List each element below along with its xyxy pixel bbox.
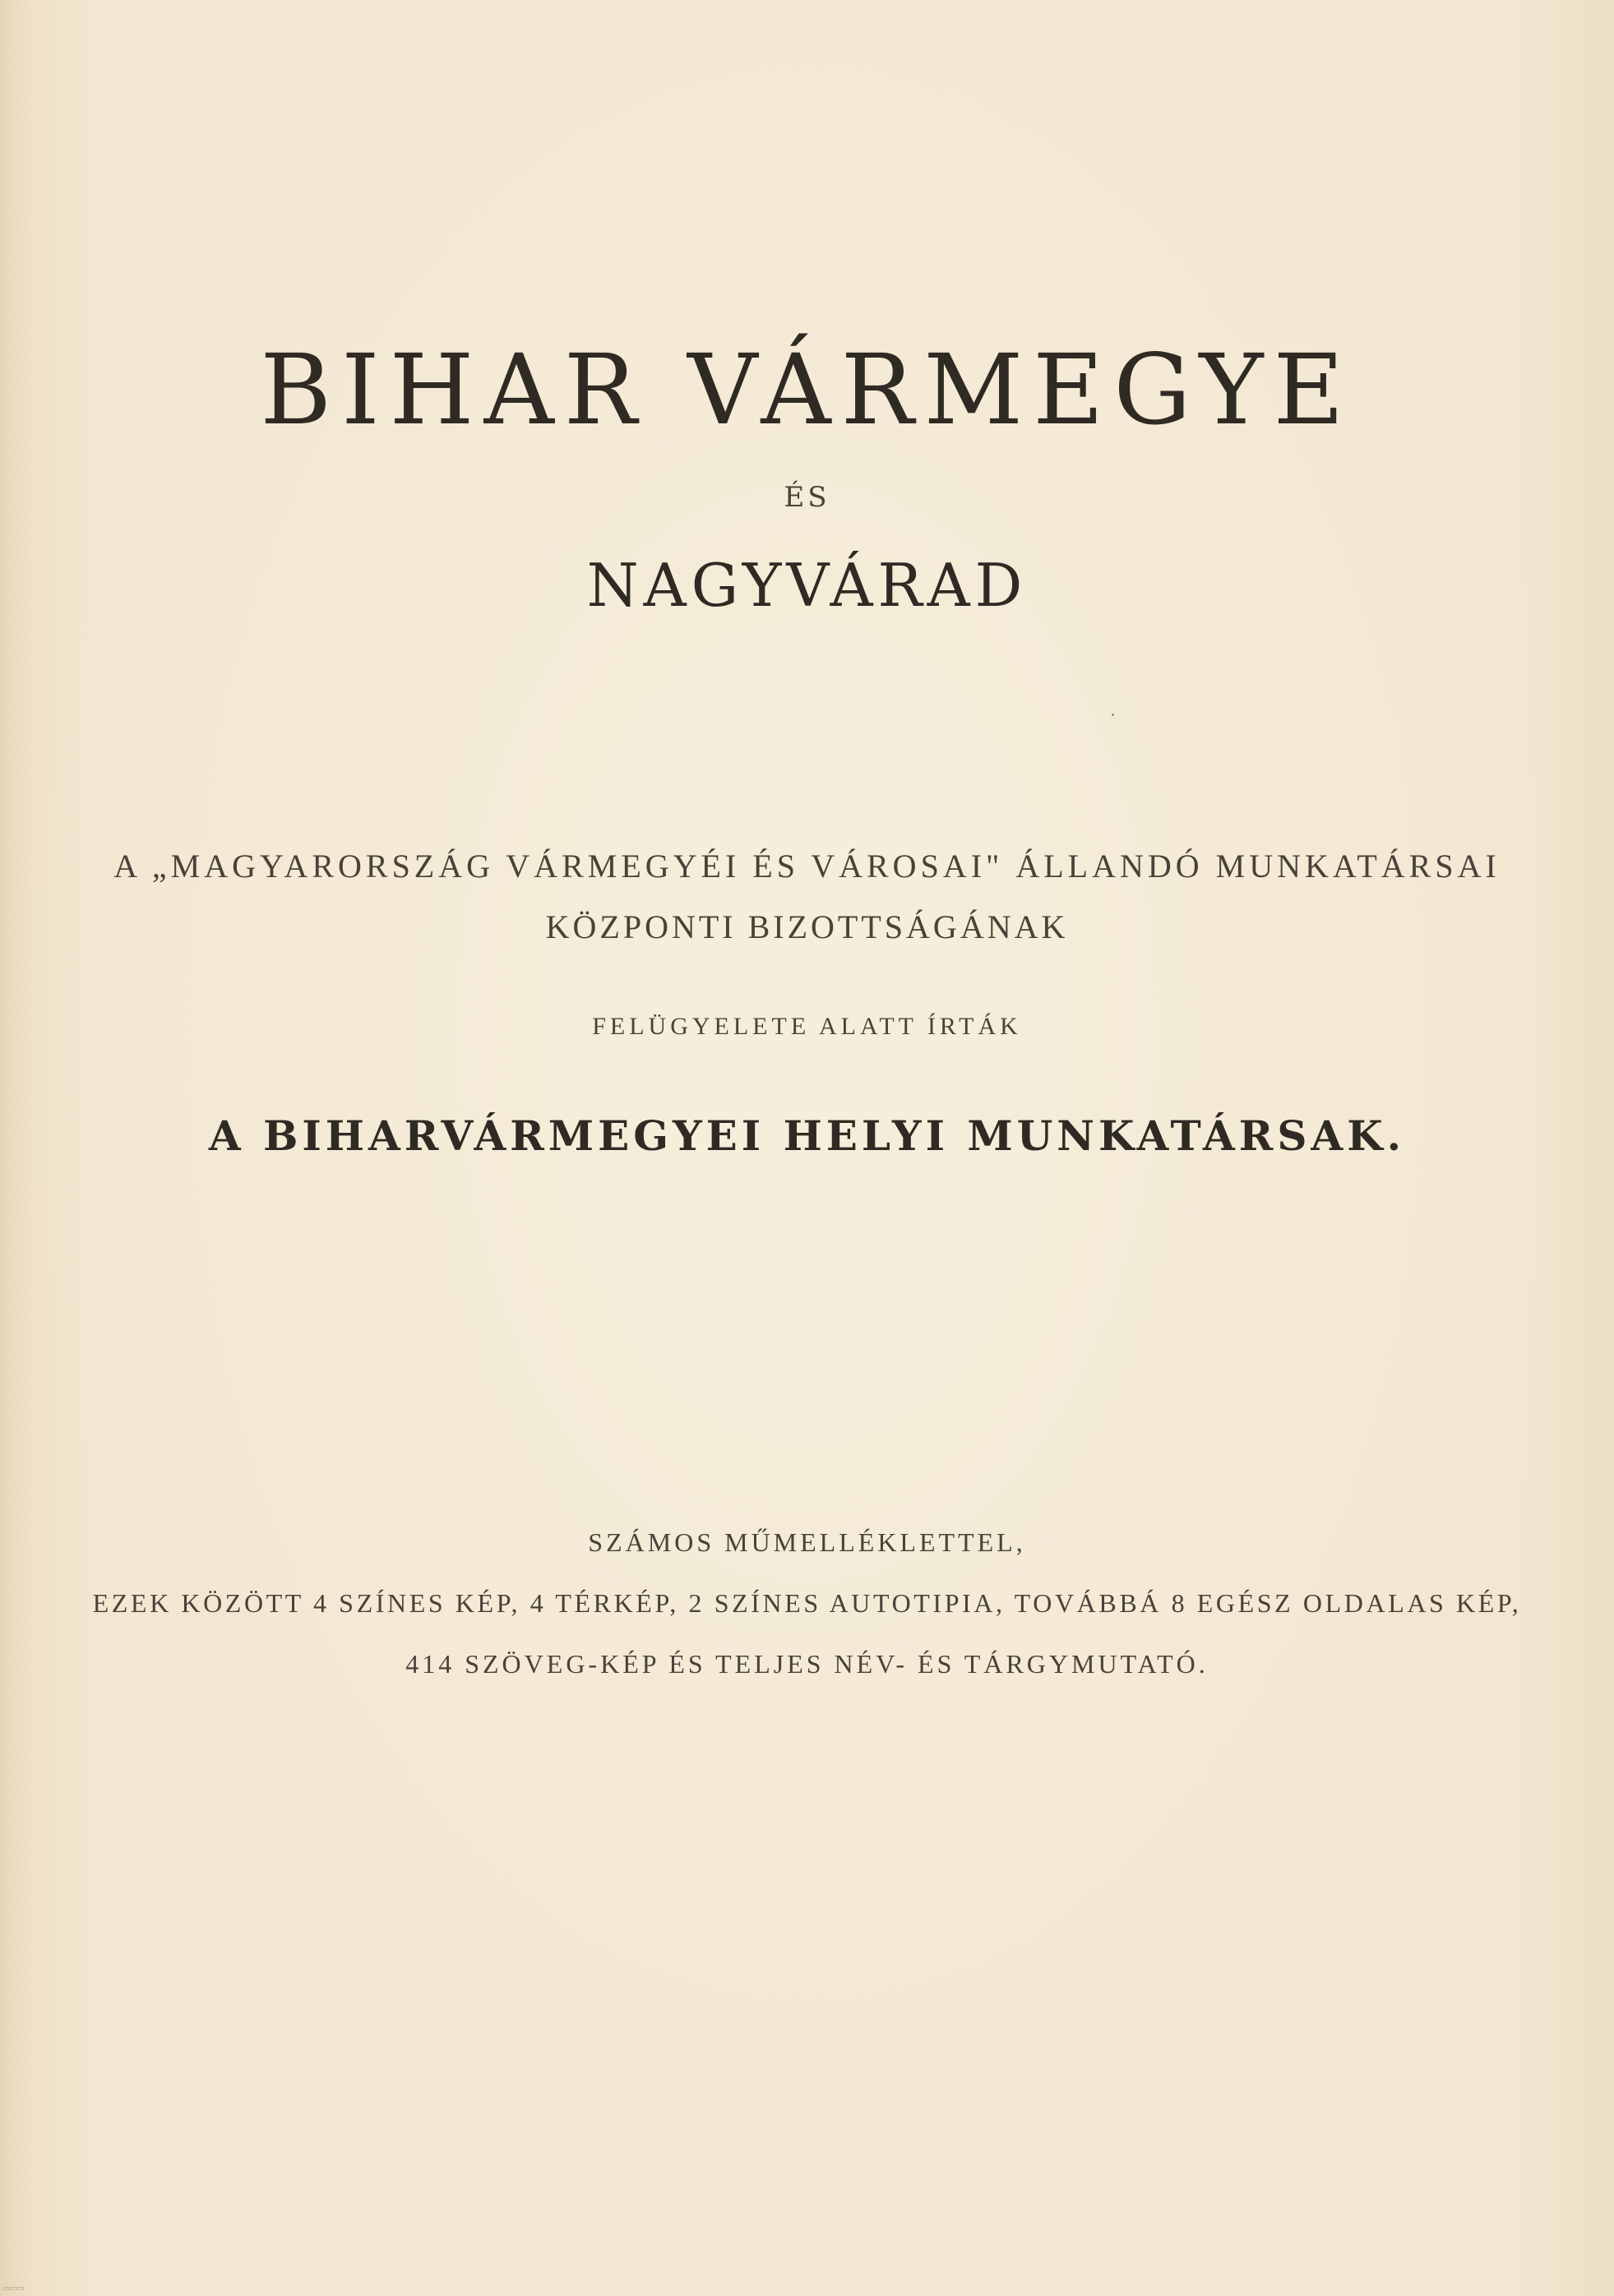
authors-line: A BIHARVÁRMEGYEI HELYI MUNKATÁRSAK. <box>208 1111 1406 1160</box>
title-conjunction: ÉS <box>784 481 830 514</box>
book-subtitle-city: NAGYVÁRAD <box>586 551 1028 620</box>
illustrations-note-2: EZEK KÖZÖTT 4 SZÍNES KÉP, 4 TÉRKÉP, 2 SZÍNES AUTOTIPIA, TOVÁBBÁ 8 EGÉSZ OLDALAS KÉP, <box>92 1588 1522 1618</box>
series-line: A „MAGYARORSZÁG VÁRMEGYÉI ÉS VÁROSAI" ÁLLANDÓ MUNKATÁRSAI <box>113 848 1501 885</box>
illustrations-note-3: 414 SZÖVEG-KÉP ÉS TELJES NÉV- ÉS TÁRGYMUTATÓ. <box>405 1649 1209 1679</box>
book-title: BIHAR VÁRMEGYE <box>260 333 1354 446</box>
illustrations-note-1: SZÁMOS MŰMELLÉKLETTEL, <box>588 1527 1026 1557</box>
committee-line: KÖZPONTI BIZOTTSÁGÁNAK <box>545 908 1069 945</box>
paper-speck <box>1112 714 1114 716</box>
watermark-logo: ▭▭▭ <box>3 2284 25 2293</box>
supervision-line: FELÜGYELETE ALATT ÍRTÁK <box>592 1013 1022 1040</box>
